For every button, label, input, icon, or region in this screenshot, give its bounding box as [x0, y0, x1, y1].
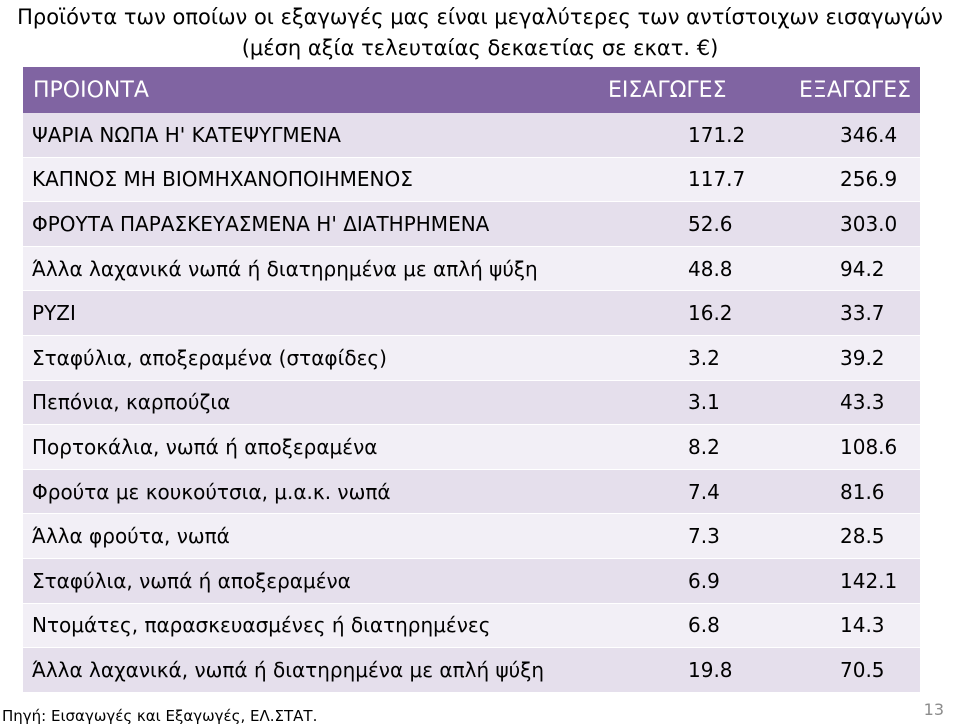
table-row: [23, 604, 920, 649]
exports-value: [773, 202, 913, 246]
imports-value-text: 117.7: [688, 167, 746, 192]
exports-value-text: 70.5: [840, 657, 885, 682]
product-name: Ντομάτες, παρασκευασμένες ή διατηρημένες: [32, 613, 491, 638]
product-name: Φρούτα με κουκούτσια, μ.α.κ. νωπά: [32, 479, 391, 504]
imports-value: [608, 604, 758, 648]
imports-value-text: 6.8: [688, 613, 720, 638]
exports-value: [773, 470, 913, 514]
imports-value-text: 7.3: [688, 524, 720, 549]
product-name: Πορτοκάλια, νωπά ή αποξεραμένα: [32, 434, 378, 459]
imports-value: [608, 559, 758, 603]
imports-value-text: 171.2: [688, 122, 746, 147]
header-imports: ΕΙΣΑΓΩΓΕΣ: [608, 77, 727, 103]
imports-value-text: 48.8: [688, 256, 733, 281]
exports-value-text: 39.2: [840, 345, 885, 370]
imports-value: [608, 470, 758, 514]
table-row: [23, 648, 920, 693]
exports-value: [773, 291, 913, 335]
product-name: Σταφύλια, νωπά ή αποξεραμένα: [32, 568, 351, 593]
source-note: Πηγή: Εισαγωγές και Εξαγωγές, ΕΛ.ΣΤΑΤ.: [2, 707, 318, 725]
exports-value-text: 346.4: [840, 122, 898, 147]
imports-value: [608, 381, 758, 425]
exports-value: [773, 113, 913, 157]
imports-value: [608, 514, 758, 558]
product-name: ΦΡΟΥΤΑ ΠΑΡΑΣΚΕΥΑΣΜΕΝΑ Η' ΔΙΑΤΗΡΗΜΕΝΑ: [32, 211, 490, 236]
imports-value-text: 16.2: [688, 301, 733, 326]
exports-value: [773, 158, 913, 202]
exports-value: [773, 648, 913, 692]
imports-value: [608, 336, 758, 380]
header-exports: ΕΞΑΓΩΓΕΣ: [799, 77, 911, 103]
imports-value-text: 19.8: [688, 657, 733, 682]
product-name: Σταφύλια, αποξεραμένα (σταφίδες): [32, 345, 387, 370]
table-row: [23, 336, 920, 381]
imports-value: [608, 425, 758, 469]
product-name: Άλλα λαχανικά, νωπά ή διατηρημένα με απλή ψύξη: [32, 657, 545, 682]
product-name: Άλλα λαχανικά νωπά ή διατηρημένα με απλή ψύξη: [32, 256, 538, 281]
imports-value: [608, 247, 758, 291]
exports-value: [773, 514, 913, 558]
product-name: Άλλα φρούτα, νωπά: [32, 524, 230, 549]
imports-value: [608, 158, 758, 202]
exports-value: [773, 381, 913, 425]
exports-value: [773, 559, 913, 603]
page-number: 13: [923, 700, 944, 719]
exports-value: [773, 604, 913, 648]
imports-value: [608, 291, 758, 335]
imports-value-text: 52.6: [688, 211, 733, 236]
imports-value-text: 3.2: [688, 345, 720, 370]
table-row: [23, 559, 920, 604]
table-header: [23, 67, 920, 113]
imports-value-text: 7.4: [688, 479, 720, 504]
exports-value-text: 81.6: [840, 479, 885, 504]
exports-value-text: 108.6: [840, 434, 898, 459]
exports-value: [773, 336, 913, 380]
exports-value-text: 14.3: [840, 613, 885, 638]
table-row: [23, 425, 920, 470]
product-name: ΡΥΖΙ: [32, 301, 76, 326]
products-table: [23, 67, 920, 693]
table-row: [23, 202, 920, 247]
exports-value: [773, 247, 913, 291]
imports-value: [608, 113, 758, 157]
table-row: [23, 514, 920, 559]
imports-value: [608, 648, 758, 692]
exports-value-text: 303.0: [840, 211, 898, 236]
table-row: [23, 291, 920, 336]
table-row: [23, 247, 920, 292]
title-line-2: (μέση αξία τελευταίας δεκαετίας σε εκατ. €): [241, 36, 719, 60]
title-line-1: Προϊόντα των οποίων οι εξαγωγές μας είναι μεγαλύτερες των αντίστοιχων εισαγωγών: [17, 5, 943, 29]
table-row: [23, 381, 920, 426]
imports-value-text: 3.1: [688, 390, 720, 415]
product-name: ΨΑΡΙΑ ΝΩΠΑ Η' ΚΑΤΕΨΥΓΜΕΝΑ: [32, 122, 341, 147]
table-row: [23, 158, 920, 203]
imports-value-text: 8.2: [688, 434, 720, 459]
exports-value-text: 142.1: [840, 568, 898, 593]
exports-value-text: 94.2: [840, 256, 885, 281]
table-row: [23, 470, 920, 515]
slide-title: [0, 2, 960, 64]
exports-value-text: 43.3: [840, 390, 885, 415]
exports-value-text: 256.9: [840, 167, 898, 192]
imports-value-text: 6.9: [688, 568, 720, 593]
table-row: [23, 113, 920, 158]
header-products: ΠΡΟΙΟΝΤΑ: [33, 77, 149, 103]
exports-value-text: 28.5: [840, 524, 885, 549]
exports-value: [773, 425, 913, 469]
product-name: Πεπόνια, καρπούζια: [32, 390, 231, 415]
imports-value: [608, 202, 758, 246]
product-name: ΚΑΠΝΟΣ ΜΗ ΒΙΟΜΗΧΑΝΟΠΟΙΗΜΕΝΟΣ: [32, 167, 413, 192]
exports-value-text: 33.7: [840, 301, 885, 326]
